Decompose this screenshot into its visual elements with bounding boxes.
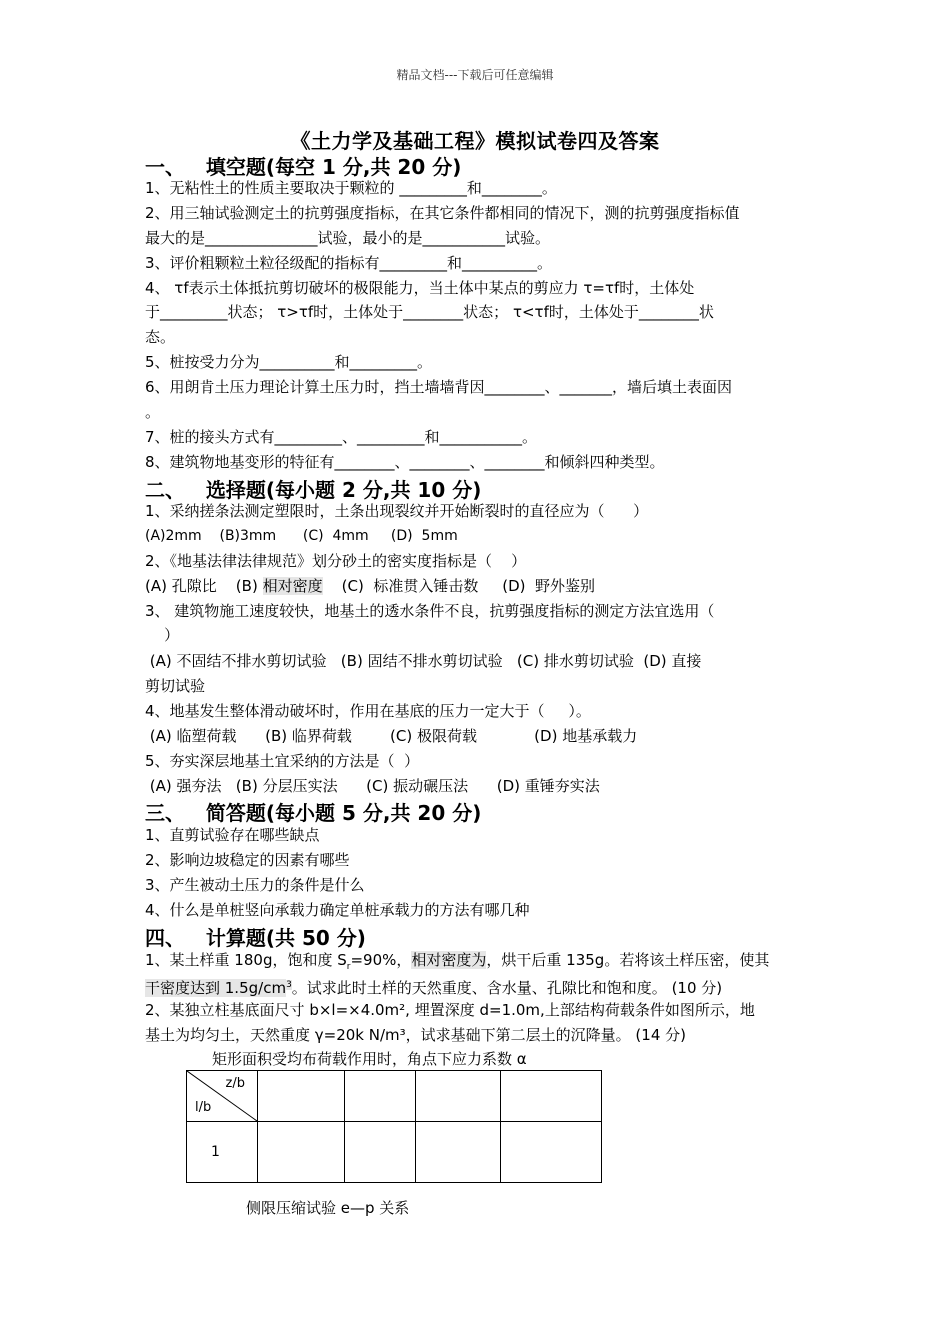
fill-q6-line2: 。: [145, 403, 161, 421]
table-row: [187, 1071, 602, 1122]
page-header-note: 精品文档---下载后可任意编辑: [396, 68, 554, 82]
choice-q3-line1: 3、 建筑物施工速度较快，地基土的透水条件不良，抗剪强度指标的测定方法宜选用（: [145, 602, 715, 620]
section-4-heading: 四、 计算题(共 50 分): [145, 926, 366, 950]
fill-q2-line1: 2、用三轴试验测定土的抗剪强度指标，在其它条件都相同的情况下，测的抗剪强度指标值: [145, 204, 740, 222]
header-z-over-b: z/b: [225, 1076, 245, 1091]
short-q2: 2、影响边坡稳定的因素有哪些: [145, 851, 350, 869]
table-cell: [258, 1122, 345, 1183]
section-3-heading: 三、 简答题(每小题 5 分,共 20 分): [145, 801, 482, 825]
choice-q2-options-rest: (C) 标准贯入锤击数 (D) 野外鉴别: [322, 577, 596, 595]
choice-q4-options: (A) 临塑荷载 (B) 临界荷载 (C) 极限荷载 (D) 地基承载力: [145, 727, 638, 745]
calc-q1-text-a: 1、某土样重 180g，饱和度 S: [145, 951, 347, 969]
table-cell: [501, 1071, 602, 1122]
highlight-relative-density: 相对密度: [262, 577, 323, 595]
exam-title: 《土力学及基础工程》模拟试卷四及答案: [290, 129, 660, 153]
choice-q1: 1、采纳搓条法测定塑限时，土条出现裂纹并开始断裂时的直径应为（ ）: [145, 502, 649, 520]
short-q4: 4、什么是单桩竖向承载力确定单桩承载力的方法有哪几种: [145, 901, 530, 919]
choice-q1-options: (A)2mm (B)3mm (C) 4mm (D) 5mm: [145, 528, 458, 544]
calc-q1-line2: [145, 975, 722, 998]
calc-q2-line2: 基土为均匀土，天然重度 γ=20k N/m³，试求基础下第二层土的沉降量。 (14 分): [145, 1026, 686, 1044]
choice-q3-line2: ）: [145, 626, 180, 644]
table-cell: [501, 1122, 602, 1183]
fill-q3: 3、评价粗颗粒土粒径级配的指标有_________和__________。: [145, 254, 553, 272]
fill-q7: 7、桩的接头方式有_________、_________和___________。: [145, 428, 538, 446]
section-1-heading: 一、 填空题(每空 1 分,共 20 分): [145, 155, 462, 179]
calc-q1-text-c: ，烘干后重 135g。若将该土样压密，使其: [486, 951, 770, 969]
table-cell: [416, 1071, 501, 1122]
choice-q5-options: (A) 强夯法 (B) 分层压实法 (C) 振动碾压法 (D) 重锤夯实法: [145, 777, 600, 795]
calc-q1-sub: r: [346, 962, 351, 972]
header-l-over-b: l/b: [195, 1100, 212, 1115]
choice-q2-options-start: (A) 孔隙比 (B): [145, 577, 263, 595]
calc-q1-sup: 3: [286, 980, 292, 990]
fill-q4-line3: 态。: [145, 328, 176, 346]
fill-q4-line2: 于_________状态； τ>τf时，土体处于________状态； τ<τf时，土体处于________状: [145, 303, 714, 321]
fill-q8: 8、建筑物地基变形的特征有________、________、________和倾斜四种类型。: [145, 453, 665, 471]
choice-q2-options: [145, 576, 595, 596]
highlight-relative-density-2: 相对密度为: [411, 951, 487, 969]
calc-q1-text-b: =90%，: [350, 951, 412, 969]
calc-q1-text-d: 。试求此时土样的天然重度、含水量、孔隙比和饱和度。 (10 分): [291, 979, 723, 997]
section-2-heading: 二、 选择题(每小题 2 分,共 10 分): [145, 478, 482, 502]
table-row: [187, 1122, 602, 1183]
fill-q4-line1: 4、 τf表示土体抵抗剪切破坏的极限能力，当土体中某点的剪应力 τ=τf时，土体处: [145, 279, 695, 297]
fill-q6-line1: 6、用朗肯土压力理论计算土压力时，挡土墙墙背因________、_______，墙后填土表面因: [145, 378, 733, 396]
choice-q5: 5、夯实深层地基土宜采纳的方法是（ ）: [145, 752, 420, 770]
table-cell: [345, 1071, 416, 1122]
fill-q5: 5、桩按受力分为__________和_________。: [145, 353, 433, 371]
fill-q1: 1、无粘性土的性质主要取决于颗粒的 _________和________。: [145, 179, 557, 197]
choice-q2: 2、《地基法律法律规范》划分砂土的密实度指标是（ ）: [145, 552, 527, 570]
highlight-dry-density: 干密度达到 1.5g/cm: [145, 979, 287, 997]
table-diagonal-header: [187, 1071, 258, 1122]
choice-q3-options-line1: (A) 不固结不排水剪切试验 (B) 固结不排水剪切试验 (C) 排水剪切试验 (D) 直接: [145, 652, 702, 670]
short-q3: 3、产生被动土压力的条件是什么: [145, 876, 365, 894]
choice-q4: 4、地基发生整体滑动破坏时，作用在基底的压力一定大于（ ）。: [145, 702, 591, 720]
calc-q1-line1: [145, 950, 769, 977]
table-row-label: 1: [187, 1122, 258, 1183]
fill-q2-line2: 最大的是_______________试验，最小的是___________试验。: [145, 229, 551, 247]
choice-q3-options-line2: 剪切试验: [145, 677, 206, 695]
calc-q2-line1: 2、某独立柱基底面尺寸 b×l=×4.0m², 埋置深度 d=1.0m,上部结构荷载条件如图所示，地: [145, 1001, 755, 1019]
table-cell: [258, 1071, 345, 1122]
figure-caption: 侧限压缩试验 e—p 关系: [246, 1199, 410, 1217]
table-cell: [416, 1122, 501, 1183]
table-cell: [345, 1122, 416, 1183]
short-q1: 1、直剪试验存在哪些缺点: [145, 826, 320, 844]
stress-coefficient-table: [186, 1070, 602, 1183]
table-caption: 矩形面积受均布荷载作用时，角点下应力系数 α: [212, 1050, 527, 1068]
